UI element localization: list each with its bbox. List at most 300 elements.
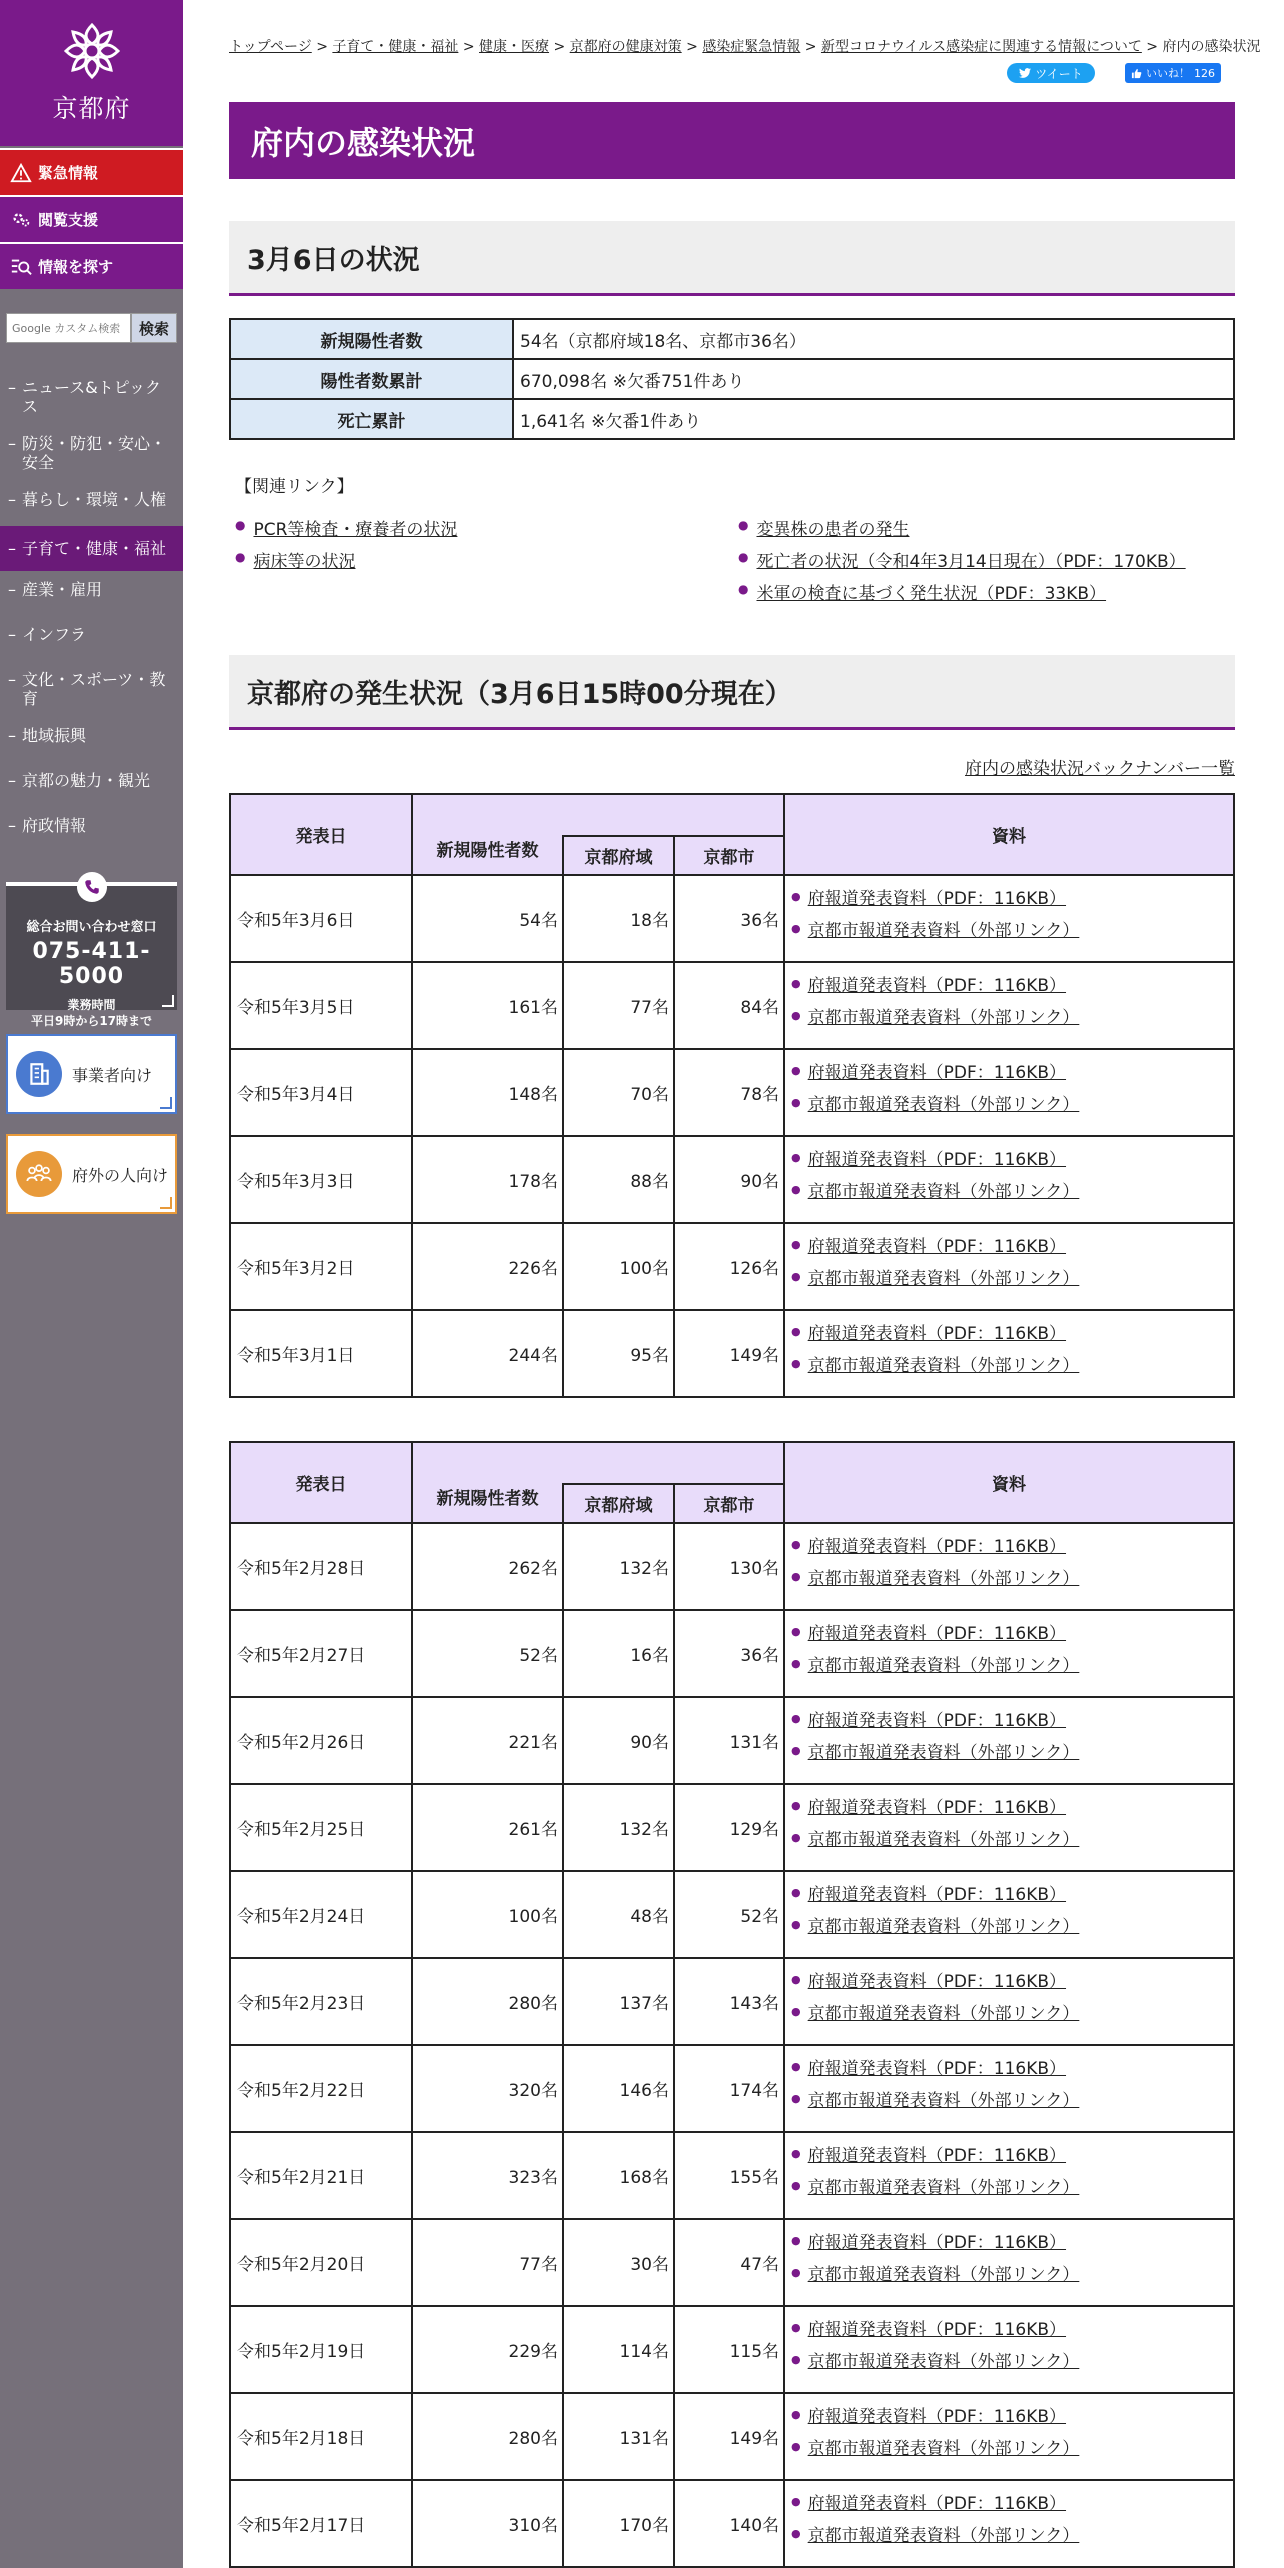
city-press-release-link[interactable]: 京都市報道発表資料（外部リンク） xyxy=(807,1916,1080,1937)
bullet-icon: ● xyxy=(791,1095,801,1109)
cell-new-total: 100名 xyxy=(412,1871,563,1958)
section-heading-today: 3月6日の状況 xyxy=(229,221,1235,296)
table-row xyxy=(230,1049,1234,1136)
nav-label: 産業・雇用 xyxy=(22,580,103,599)
warning-icon xyxy=(10,162,32,184)
cell-docs xyxy=(784,1223,1234,1310)
cell-city: 129名 xyxy=(674,1784,784,1871)
related-link[interactable]: 変異株の患者の発生 xyxy=(756,520,910,540)
related-link[interactable]: 死亡者の状況（令和4年3月14日現在）（PDF：170KB） xyxy=(756,552,1186,572)
cell-city: 84名 xyxy=(674,962,784,1049)
summary-label: 陽性者数累計 xyxy=(230,359,513,399)
bullet-icon: ● xyxy=(791,2091,801,2105)
breadcrumb-link[interactable]: トップページ xyxy=(229,39,312,55)
nav-item-region[interactable] xyxy=(0,717,183,762)
bullet-icon: ● xyxy=(791,2265,801,2279)
corner-arrow-icon xyxy=(160,1097,172,1109)
category-nav xyxy=(0,369,183,852)
city-press-release-link[interactable]: 京都市報道発表資料（外部リンク） xyxy=(807,1268,1080,1289)
cell-pref: 132名 xyxy=(563,1784,674,1871)
city-press-release-link[interactable]: 京都市報道発表資料（外部リンク） xyxy=(807,1829,1080,1850)
city-press-release-link[interactable]: 京都市報道発表資料（外部リンク） xyxy=(807,2090,1080,2111)
cell-new-total: 54名 xyxy=(412,875,563,962)
cell-docs xyxy=(784,875,1234,962)
doc-item xyxy=(791,880,1233,912)
nav-label: 府政情報 xyxy=(22,816,87,835)
cell-new-total: 244名 xyxy=(412,1310,563,1397)
pref-press-release-link[interactable]: 府報道発表資料（PDF：116KB） xyxy=(807,1536,1067,1557)
breadcrumb: トップページ > 子育て・健康・福祉 > 健康・医療 > 京都府の健康対策 > 感染症緊急情報 > 新型コロナウイルス感染症に関連する情報について > 府内の感染状況 xyxy=(229,39,1261,55)
outside-visitors-link[interactable] xyxy=(6,1134,177,1214)
cell-new-total: 320名 xyxy=(412,2045,563,2132)
list-item xyxy=(732,515,1235,547)
bullet-icon: ● xyxy=(791,889,801,903)
nav-item-government[interactable] xyxy=(0,807,183,852)
nav-label: 暮らし・環境・人権 xyxy=(22,490,167,509)
bullet-icon: ● xyxy=(738,550,749,564)
breadcrumb-link[interactable]: 子育て・健康・福祉 xyxy=(332,39,459,55)
doc-item xyxy=(791,967,1233,999)
bullet-icon: ● xyxy=(791,1237,801,1251)
doc-item xyxy=(791,1173,1233,1205)
kyoto-emblem-icon xyxy=(62,21,122,81)
tweet-label: ツイート xyxy=(1035,66,1083,81)
pref-press-release-link[interactable]: 府報道発表資料（PDF：116KB） xyxy=(807,2232,1067,2253)
bullet-icon: ● xyxy=(791,2004,801,2018)
bullet-icon: ● xyxy=(791,1830,801,1844)
building-icon xyxy=(16,1051,62,1097)
cases-table-february xyxy=(229,1441,1235,2568)
nav-item-safety[interactable] xyxy=(0,425,183,481)
cell-city: 143名 xyxy=(674,1958,784,2045)
nav-item-news[interactable] xyxy=(0,369,183,425)
table-body xyxy=(230,875,1234,1397)
logo-text: 京都府 xyxy=(52,94,131,123)
cell-new-total: 148名 xyxy=(412,1049,563,1136)
cell-city: 149名 xyxy=(674,2393,784,2480)
city-press-release-link[interactable]: 京都市報道発表資料（外部リンク） xyxy=(807,2351,1080,2372)
list-item xyxy=(229,515,732,547)
nav-item-health[interactable] xyxy=(0,526,183,571)
doc-item xyxy=(791,1315,1233,1347)
cell-docs xyxy=(784,1310,1234,1397)
cell-new-total: 262名 xyxy=(412,1523,563,1610)
cell-new-total: 310名 xyxy=(412,2480,563,2567)
bullet-icon: ● xyxy=(791,1656,801,1670)
cell-pref: 170名 xyxy=(563,2480,674,2567)
bullet-icon: ● xyxy=(791,1885,801,1899)
city-press-release-link[interactable]: 京都市報道発表資料（外部リンク） xyxy=(807,2003,1080,2024)
doc-item xyxy=(791,2398,1233,2430)
doc-item xyxy=(791,2050,1233,2082)
section-heading-status: 京都府の発生状況（3月6日15時00分現在） xyxy=(229,655,1235,730)
header-date: 発表日 xyxy=(230,1442,412,1523)
nav-item-infra[interactable] xyxy=(0,616,183,661)
doc-item xyxy=(791,2256,1233,2288)
backnumber-link[interactable]: 府内の感染状況バックナンバー一覧 xyxy=(965,759,1235,779)
pref-press-release-link[interactable]: 府報道発表資料（PDF：116KB） xyxy=(807,1884,1067,1905)
cell-docs xyxy=(784,1784,1234,1871)
cell-pref: 90名 xyxy=(563,1697,674,1784)
bullet-icon: ● xyxy=(738,582,749,596)
table-row xyxy=(230,962,1234,1049)
cell-date: 令和5年2月28日 xyxy=(230,1523,412,1610)
like-label: いいね！ xyxy=(1146,67,1190,80)
table-row xyxy=(230,875,1234,962)
doc-item xyxy=(791,999,1233,1031)
pref-press-release-link[interactable]: 府報道発表資料（PDF：116KB） xyxy=(807,975,1067,996)
table-row xyxy=(230,1310,1234,1397)
doc-item xyxy=(791,1876,1233,1908)
corner-arrow-icon xyxy=(160,1197,172,1209)
table-row xyxy=(230,2045,1234,2132)
cell-date: 令和5年2月23日 xyxy=(230,1958,412,2045)
cell-docs xyxy=(784,1958,1234,2045)
dash-icon: – xyxy=(8,539,16,558)
bullet-icon: ● xyxy=(791,1063,801,1077)
breadcrumb-link[interactable]: 新型コロナウイルス感染症に関連する情報について xyxy=(820,39,1142,55)
nav-item-life[interactable] xyxy=(0,481,183,526)
pref-press-release-link[interactable]: 府報道発表資料（PDF：116KB） xyxy=(807,888,1067,909)
bullet-icon: ● xyxy=(791,1008,801,1022)
list-item xyxy=(229,547,732,579)
doc-item xyxy=(791,1228,1233,1260)
pref-press-release-link[interactable]: 府報道発表資料（PDF：116KB） xyxy=(807,1623,1067,1644)
doc-item xyxy=(791,2137,1233,2169)
cell-docs xyxy=(784,2045,1234,2132)
bullet-icon: ● xyxy=(791,1798,801,1812)
doc-item xyxy=(791,1560,1233,1592)
cell-city: 140名 xyxy=(674,2480,784,2567)
city-press-release-link[interactable]: 京都市報道発表資料（外部リンク） xyxy=(807,2525,1080,2546)
bullet-icon: ● xyxy=(791,1624,801,1638)
dash-icon: – xyxy=(8,726,16,745)
cell-date: 令和5年2月25日 xyxy=(230,1784,412,1871)
doc-item xyxy=(791,1347,1233,1379)
cell-city: 36名 xyxy=(674,875,784,962)
cell-docs xyxy=(784,2306,1234,2393)
dash-icon: – xyxy=(8,771,16,790)
cell-new-total: 161名 xyxy=(412,962,563,1049)
cell-city: 115名 xyxy=(674,2306,784,2393)
cell-pref: 131名 xyxy=(563,2393,674,2480)
header-new-top xyxy=(412,794,784,836)
related-links-right xyxy=(732,515,1235,611)
like-count: 126 xyxy=(1194,66,1215,80)
pref-press-release-link[interactable]: 府報道発表資料（PDF：116KB） xyxy=(807,2058,1067,2079)
doc-item xyxy=(791,912,1233,944)
cell-pref: 70名 xyxy=(563,1049,674,1136)
contact-box[interactable] xyxy=(6,882,177,1028)
table-body xyxy=(230,1523,1234,2567)
cell-new-total: 226名 xyxy=(412,1223,563,1310)
cell-docs xyxy=(784,1523,1234,1610)
doc-item xyxy=(791,1963,1233,1995)
summary-value: 1,641名 ※欠番1件あり xyxy=(513,399,1234,439)
cell-date: 令和5年2月21日 xyxy=(230,2132,412,2219)
cell-city: 131名 xyxy=(674,1697,784,1784)
find-info-button[interactable] xyxy=(0,242,183,289)
city-press-release-link[interactable]: 京都市報道発表資料（外部リンク） xyxy=(807,1568,1080,1589)
bullet-icon: ● xyxy=(791,1269,801,1283)
outside-label: 府外の人向け xyxy=(72,1165,169,1185)
doc-item xyxy=(791,1054,1233,1086)
bullet-icon: ● xyxy=(791,1972,801,1986)
table-row xyxy=(230,2306,1234,2393)
dash-icon: – xyxy=(8,490,16,509)
doc-item xyxy=(791,1647,1233,1679)
city-press-release-link[interactable]: 京都市報道発表資料（外部リンク） xyxy=(807,2177,1080,2198)
pref-press-release-link[interactable]: 府報道発表資料（PDF：116KB） xyxy=(807,2319,1067,2340)
summary-table xyxy=(229,318,1235,440)
sidebar xyxy=(0,0,183,2568)
cell-docs xyxy=(784,2219,1234,2306)
city-press-release-link[interactable]: 京都市報道発表資料（外部リンク） xyxy=(807,1655,1080,1676)
header-new-top xyxy=(412,1442,784,1484)
dash-icon: – xyxy=(8,816,16,835)
table-row xyxy=(230,2480,1234,2567)
bullet-icon: ● xyxy=(791,1537,801,1551)
cell-new-total: 323名 xyxy=(412,2132,563,2219)
header-new: 新規陽性者数 xyxy=(412,836,563,875)
hours-label: 業務時間 xyxy=(67,998,116,1012)
cell-new-total: 261名 xyxy=(412,1784,563,1871)
breadcrumb-link[interactable]: 健康・医療 xyxy=(479,39,550,55)
cell-docs xyxy=(784,962,1234,1049)
bullet-icon: ● xyxy=(791,2320,801,2334)
breadcrumb-link[interactable]: 京都府の健康対策 xyxy=(569,39,682,55)
cell-new-total: 77名 xyxy=(412,2219,563,2306)
city-press-release-link[interactable]: 京都市報道発表資料（外部リンク） xyxy=(807,2438,1080,2459)
bullet-icon: ● xyxy=(235,550,246,564)
list-item xyxy=(732,579,1235,611)
cell-date: 令和5年3月4日 xyxy=(230,1049,412,1136)
search-input[interactable] xyxy=(6,313,131,343)
page-title: 府内の感染状況 xyxy=(229,102,1235,179)
cell-date: 令和5年2月27日 xyxy=(230,1610,412,1697)
pref-press-release-link[interactable]: 府報道発表資料（PDF：116KB） xyxy=(807,2493,1067,2514)
dash-icon: – xyxy=(8,434,16,453)
related-link[interactable]: 米軍の検査に基づく発生状況（PDF：33KB） xyxy=(756,584,1107,604)
tweet-button[interactable] xyxy=(1007,63,1095,83)
related-links-title: 【関連リンク】 xyxy=(235,477,354,497)
bullet-icon: ● xyxy=(791,2494,801,2508)
cell-new-total: 52名 xyxy=(412,1610,563,1697)
cell-date: 令和5年3月2日 xyxy=(230,1223,412,1310)
doc-item xyxy=(791,1615,1233,1647)
summary-label: 新規陽性者数 xyxy=(230,319,513,359)
city-press-release-link[interactable]: 京都市報道発表資料（外部リンク） xyxy=(807,1742,1080,1763)
corner-arrow-icon xyxy=(162,995,174,1007)
find-info-label: 情報を探す xyxy=(38,258,114,276)
search-list-icon xyxy=(10,256,32,278)
cell-date: 令和5年2月17日 xyxy=(230,2480,412,2567)
cell-docs xyxy=(784,1136,1234,1223)
table-row xyxy=(230,359,1234,399)
bullet-icon: ● xyxy=(791,1324,801,1338)
breadcrumb-link[interactable]: 感染症緊急情報 xyxy=(702,39,801,55)
emergency-label: 緊急情報 xyxy=(38,164,99,182)
doc-item xyxy=(791,2485,1233,2517)
table-row xyxy=(230,399,1234,439)
cell-docs xyxy=(784,1610,1234,1697)
doc-item xyxy=(791,1821,1233,1853)
cell-pref: 146名 xyxy=(563,2045,674,2132)
cell-pref: 132名 xyxy=(563,1523,674,1610)
header-new: 新規陽性者数 xyxy=(412,1484,563,1523)
pref-press-release-link[interactable]: 府報道発表資料（PDF：116KB） xyxy=(807,1236,1067,1257)
business-label: 事業者向け xyxy=(72,1065,153,1085)
pref-press-release-link[interactable]: 府報道発表資料（PDF：116KB） xyxy=(807,2145,1067,2166)
cell-docs xyxy=(784,1697,1234,1784)
doc-item xyxy=(791,1528,1233,1560)
table-row xyxy=(230,2393,1234,2480)
cell-new-total: 280名 xyxy=(412,1958,563,2045)
cell-city: 52名 xyxy=(674,1871,784,1958)
cell-new-total: 280名 xyxy=(412,2393,563,2480)
header-city: 京都市 xyxy=(674,836,784,875)
pref-press-release-link[interactable]: 府報道発表資料（PDF：116KB） xyxy=(807,1062,1067,1083)
social-buttons xyxy=(229,63,1235,83)
bullet-icon: ● xyxy=(791,1569,801,1583)
cell-date: 令和5年2月24日 xyxy=(230,1871,412,1958)
pref-press-release-link[interactable]: 府報道発表資料（PDF：116KB） xyxy=(807,1797,1067,1818)
cell-pref: 18名 xyxy=(563,875,674,962)
related-links xyxy=(229,515,1235,611)
bullet-icon: ● xyxy=(791,1711,801,1725)
city-press-release-link[interactable]: 京都市報道発表資料（外部リンク） xyxy=(807,920,1080,941)
city-press-release-link[interactable]: 京都市報道発表資料（外部リンク） xyxy=(807,1094,1080,1115)
table-row xyxy=(230,2219,1234,2306)
doc-item xyxy=(791,1734,1233,1766)
summary-value: 54名（京都府域18名、京都市36名） xyxy=(513,319,1234,359)
table-row xyxy=(230,1697,1234,1784)
related-link[interactable]: 病床等の状況 xyxy=(253,552,356,572)
nav-label: 文化・スポーツ・教育 xyxy=(22,670,166,708)
nav-item-industry[interactable] xyxy=(0,571,183,616)
pref-press-release-link[interactable]: 府報道発表資料（PDF：116KB） xyxy=(807,1149,1067,1170)
doc-item xyxy=(791,1141,1233,1173)
cell-city: 90名 xyxy=(674,1136,784,1223)
site-search xyxy=(6,313,177,343)
cell-date: 令和5年2月26日 xyxy=(230,1697,412,1784)
dash-icon: – xyxy=(8,378,16,397)
people-icon xyxy=(16,1151,62,1197)
bullet-icon: ● xyxy=(791,1917,801,1931)
summary-value: 670,098名 ※欠番751件あり xyxy=(513,359,1234,399)
cell-pref: 30名 xyxy=(563,2219,674,2306)
table-row xyxy=(230,1958,1234,2045)
cell-docs xyxy=(784,1049,1234,1136)
cell-city: 47名 xyxy=(674,2219,784,2306)
cell-date: 令和5年3月3日 xyxy=(230,1136,412,1223)
bullet-icon: ● xyxy=(791,2146,801,2160)
bullet-icon: ● xyxy=(791,2233,801,2247)
facebook-like-button[interactable] xyxy=(1125,63,1221,83)
site-logo[interactable] xyxy=(0,0,183,146)
cases-table-march xyxy=(229,793,1235,1398)
breadcrumb-current: 府内の感染状況 xyxy=(1162,39,1261,55)
related-link[interactable]: PCR等検査・療養者の状況 xyxy=(253,520,458,540)
city-press-release-link[interactable]: 京都市報道発表資料（外部リンク） xyxy=(807,1355,1080,1376)
list-item xyxy=(732,547,1235,579)
cell-city: 174名 xyxy=(674,2045,784,2132)
bullet-icon: ● xyxy=(791,2352,801,2366)
nav-label: 地域振興 xyxy=(22,726,87,745)
bullet-icon: ● xyxy=(791,2059,801,2073)
nav-item-culture[interactable] xyxy=(0,661,183,717)
contact-title: 総合お問い合わせ窓口 xyxy=(26,920,157,935)
cell-pref: 16名 xyxy=(563,1610,674,1697)
nav-item-tourism[interactable] xyxy=(0,762,183,807)
nav-label: 京都の魅力・観光 xyxy=(22,771,151,790)
search-button[interactable]: 検索 xyxy=(131,313,177,343)
emergency-info-button[interactable] xyxy=(0,148,183,195)
contact-hours xyxy=(6,997,177,1029)
doc-item xyxy=(791,2169,1233,2201)
table-row xyxy=(230,319,1234,359)
hours-value: 平日9時から17時まで xyxy=(30,1014,153,1028)
doc-item xyxy=(791,2430,1233,2462)
twitter-bird-icon xyxy=(1019,68,1031,78)
dash-icon: – xyxy=(8,625,16,644)
cell-docs xyxy=(784,2393,1234,2480)
bullet-icon: ● xyxy=(791,1743,801,1757)
thumbs-up-icon xyxy=(1131,68,1142,79)
dash-icon: – xyxy=(8,670,16,689)
cell-date: 令和5年3月1日 xyxy=(230,1310,412,1397)
doc-item xyxy=(791,2343,1233,2375)
pref-press-release-link[interactable]: 府報道発表資料（PDF：116KB） xyxy=(807,1710,1067,1731)
header-docs: 資料 xyxy=(784,1442,1234,1523)
cell-city: 149名 xyxy=(674,1310,784,1397)
pref-press-release-link[interactable]: 府報道発表資料（PDF：116KB） xyxy=(807,1323,1067,1344)
cell-date: 令和5年2月19日 xyxy=(230,2306,412,2393)
cell-date: 令和5年3月5日 xyxy=(230,962,412,1049)
city-press-release-link[interactable]: 京都市報道発表資料（外部リンク） xyxy=(807,1007,1080,1028)
cell-new-total: 178名 xyxy=(412,1136,563,1223)
cell-city: 155名 xyxy=(674,2132,784,2219)
table-row xyxy=(230,1523,1234,1610)
cell-pref: 137名 xyxy=(563,1958,674,2045)
backnumber-row xyxy=(229,754,1235,779)
cell-date: 令和5年2月20日 xyxy=(230,2219,412,2306)
doc-item xyxy=(791,2224,1233,2256)
bullet-icon: ● xyxy=(791,1356,801,1370)
dash-icon: – xyxy=(8,580,16,599)
accessibility-button[interactable] xyxy=(0,195,183,242)
header-date: 発表日 xyxy=(230,794,412,875)
cell-pref: 48名 xyxy=(563,1871,674,1958)
doc-item xyxy=(791,1908,1233,1940)
cell-city: 126名 xyxy=(674,1223,784,1310)
pref-press-release-link[interactable]: 府報道発表資料（PDF：116KB） xyxy=(807,1971,1067,1992)
cell-pref: 95名 xyxy=(563,1310,674,1397)
city-press-release-link[interactable]: 京都市報道発表資料（外部リンク） xyxy=(807,2264,1080,2285)
cell-city: 130名 xyxy=(674,1523,784,1610)
cell-new-total: 229名 xyxy=(412,2306,563,2393)
bullet-icon: ● xyxy=(235,518,246,532)
header-docs: 資料 xyxy=(784,794,1234,875)
related-links-left xyxy=(229,515,732,611)
city-press-release-link[interactable]: 京都市報道発表資料（外部リンク） xyxy=(807,1181,1080,1202)
pref-press-release-link[interactable]: 府報道発表資料（PDF：116KB） xyxy=(807,2406,1067,2427)
table-row xyxy=(230,1223,1234,1310)
business-link[interactable] xyxy=(6,1034,177,1114)
header-pref: 京都府域 xyxy=(563,1484,674,1523)
cell-city: 78名 xyxy=(674,1049,784,1136)
cell-pref: 114名 xyxy=(563,2306,674,2393)
